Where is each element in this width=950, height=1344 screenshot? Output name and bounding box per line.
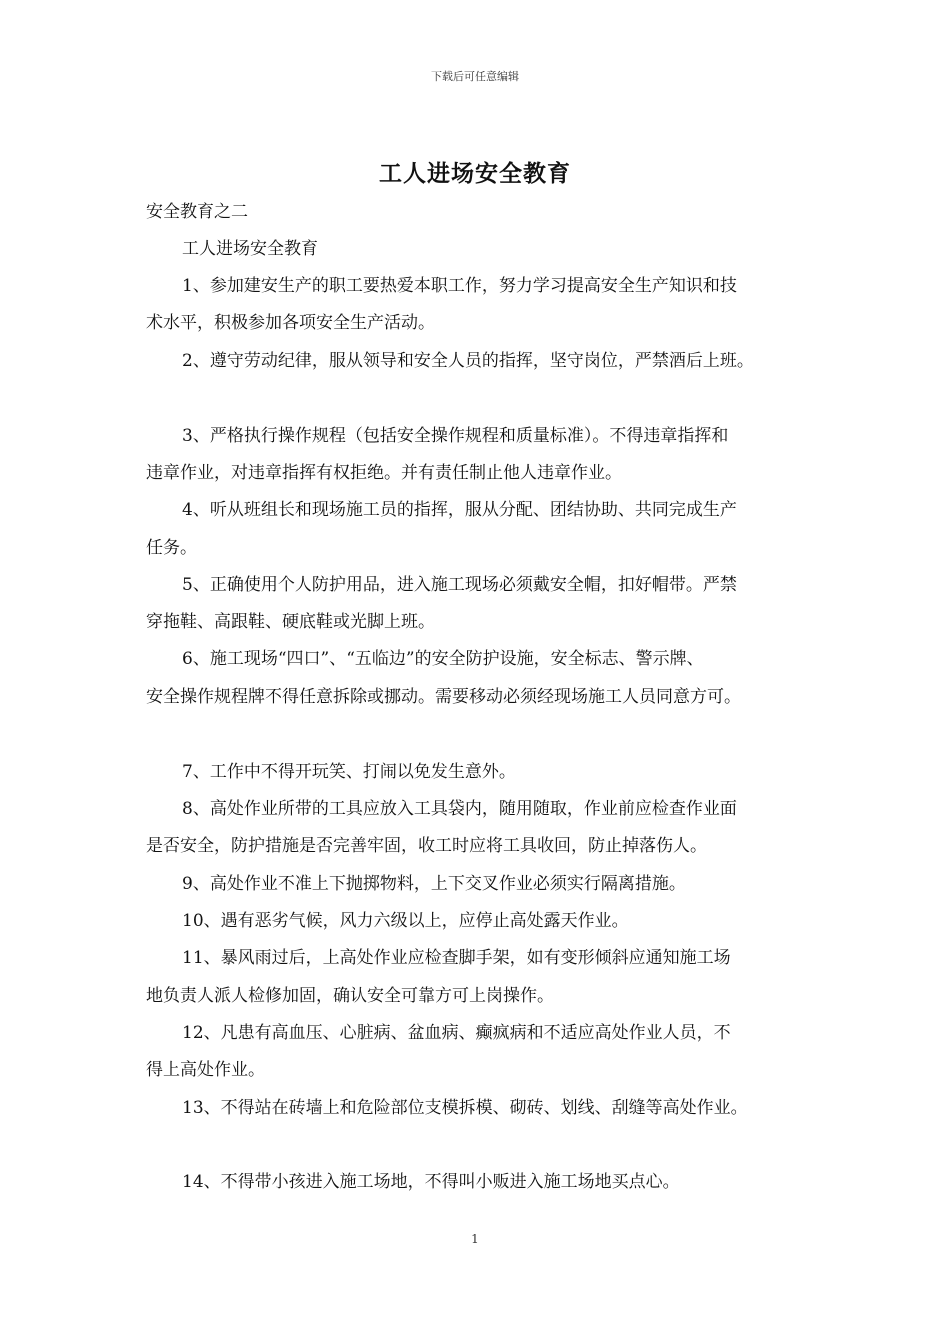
paragraph-line: 3、严格执行操作规程（包括安全操作规程和质量标准）。不得违章指挥和 xyxy=(182,426,729,446)
paragraph-line: 安全操作规程牌不得任意拆除或挪动。需要移动必须经现场施工人员同意方可。 xyxy=(146,687,741,707)
paragraph-line: 14、不得带小孩进入施工场地，不得叫小贩进入施工场地买点心。 xyxy=(182,1172,680,1192)
paragraph-line: 6、施工现场“四口”、“五临边”的安全防护设施，安全标志、警示牌、 xyxy=(182,649,704,669)
paragraph-line: 9、高处作业不准上下抛掷物料，上下交叉作业必须实行隔离措施。 xyxy=(182,874,686,894)
paragraph-line: 是否安全，防护措施是否完善牢固，收工时应将工具收回，防止掉落伤人。 xyxy=(146,836,707,856)
paragraph-line: 8、高处作业所带的工具应放入工具袋内，随用随取，作业前应检查作业面 xyxy=(182,799,737,819)
paragraph-line: 地负责人派人检修加固，确认安全可靠方可上岗操作。 xyxy=(146,986,554,1006)
paragraph-line: 违章作业，对违章指挥有权拒绝。并有责任制止他人违章作业。 xyxy=(146,463,622,483)
header-note: 下载后可任意编辑 xyxy=(431,70,519,83)
paragraph-line: 得上高处作业。 xyxy=(146,1060,265,1080)
subtitle: 安全教育之二 xyxy=(146,202,248,222)
paragraph-line: 2、遵守劳动纪律，服从领导和安全人员的指挥，坚守岗位，严禁酒后上班。 xyxy=(182,351,754,371)
paragraph-line: 1、参加建安生产的职工要热爱本职工作，努力学习提高安全生产知识和技 xyxy=(182,276,737,296)
page-title: 工人进场安全教育 xyxy=(379,160,571,187)
paragraph-line: 13、不得站在砖墙上和危险部位支模拆模、砌砖、划线、刮缝等高处作业。 xyxy=(182,1098,748,1118)
section-heading: 工人进场安全教育 xyxy=(182,239,318,259)
paragraph-line: 4、听从班组长和现场施工员的指挥，服从分配、团结协助、共同完成生产 xyxy=(182,500,737,520)
paragraph-line: 7、工作中不得开玩笑、打闹以免发生意外。 xyxy=(182,762,516,782)
paragraph-line: 11、暴风雨过后，上高处作业应检查脚手架，如有变形倾斜应通知施工场 xyxy=(182,948,731,968)
page-number: 1 xyxy=(471,1232,479,1246)
paragraph-line: 12、凡患有高血压、心脏病、盆血病、癫疯病和不适应高处作业人员，不 xyxy=(182,1023,731,1043)
paragraph-line: 任务。 xyxy=(146,538,197,558)
paragraph-line: 10、遇有恶劣气候，风力六级以上，应停止高处露天作业。 xyxy=(182,911,629,931)
paragraph-line: 穿拖鞋、高跟鞋、硬底鞋或光脚上班。 xyxy=(146,612,435,632)
paragraph-line: 术水平，积极参加各项安全生产活动。 xyxy=(146,313,435,333)
paragraph-line: 5、正确使用个人防护用品，进入施工现场必须戴安全帽，扣好帽带。严禁 xyxy=(182,575,737,595)
